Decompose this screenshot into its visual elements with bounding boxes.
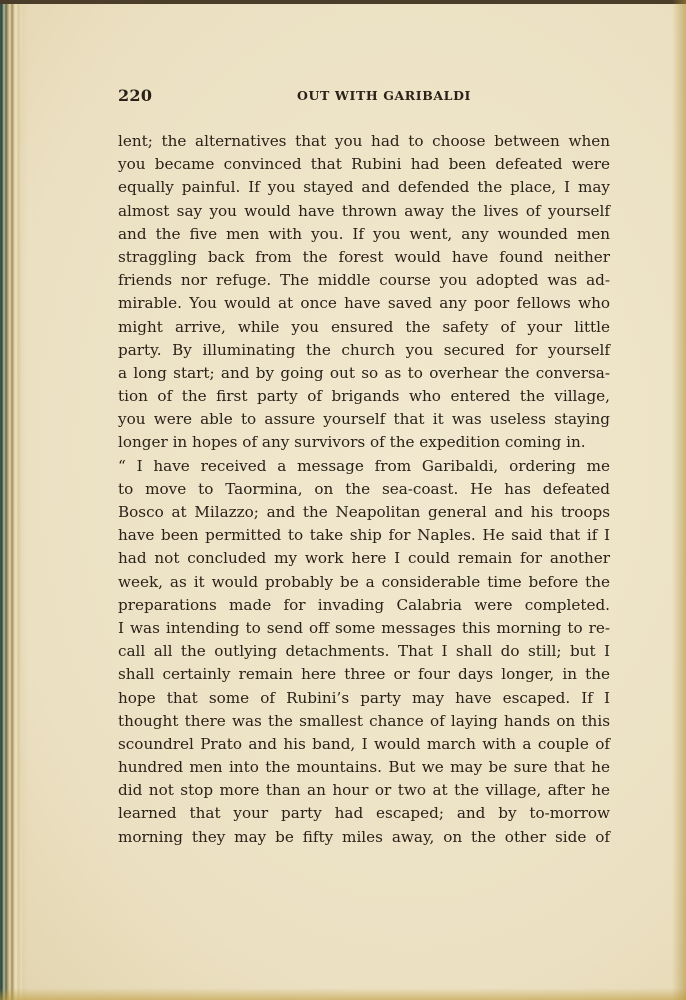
text-line: equally painful. If you stayed and defended the place, I may [118, 178, 610, 197]
page-header [118, 86, 610, 112]
text-line: hundred men into the mountains. But we may be sure that he [118, 758, 610, 777]
running-head: OUT WITH GARIBALDI [297, 88, 471, 103]
page-number: 220 [118, 86, 153, 105]
text-line: lent; the alternatives that you had to choose between when [118, 132, 610, 150]
text-line: hope that some of Rubini’s party may have escaped. If I [118, 688, 610, 707]
text-line: preparations made for invading Calabria were completed. [118, 595, 610, 614]
text-line: you became convinced that Rubini had been defeated were [118, 155, 610, 174]
text-line: you were able to assure yourself that it was useless staying [118, 410, 610, 429]
text-line: to move to Taormina, on the sea-coast. He has defeated [118, 479, 610, 498]
text-line: “ I have received a message from Garibaldi, ordering me [118, 456, 610, 475]
text-line: learned that your party had escaped; and by to-morrow [118, 804, 610, 823]
text-line: call all the outlying detachments. That I shall do still; but I [118, 642, 610, 661]
text-line: scoundrel Prato and his band, I would march with a couple of [118, 734, 610, 753]
text-line: almost say you would have thrown away the lives of yourself [118, 201, 610, 220]
text-line: longer in hopes of any survivors of the expedition coming in. [118, 433, 586, 452]
text-line: tion of the first party of brigands who entered the village, [118, 387, 610, 406]
text-line: Bosco at Milazzo; and the Neapolitan general and his troops [118, 503, 610, 521]
text-line: week, as it would probably be a considerable time before the [118, 572, 610, 591]
text-line: straggling back from the forest would have found neither [118, 247, 610, 266]
text-line: did not stop more than an hour or two at the village, after he [118, 781, 610, 800]
text-line: might arrive, while you ensured the safety of your little [118, 317, 610, 336]
text-line: shall certainly remain here three or four days longer, in the [118, 665, 610, 684]
book-spine-edge [0, 0, 22, 1000]
page-top-edge [0, 0, 686, 4]
body-text [118, 130, 610, 849]
text-line: I was intending to send off some messages this morning to re- [118, 618, 610, 637]
text-line: morning they may be fifty miles away, on the other side of [118, 827, 610, 846]
text-line: had not concluded my work here I could remain for another [118, 549, 610, 568]
text-line: a long start; and by going out so as to overhear the conversa- [118, 363, 610, 382]
text-line: friends nor refuge. The middle course you adopted was ad- [118, 271, 610, 290]
text-line: mirable. You would at once have saved any poor fellows who [118, 294, 610, 313]
page-bottom-edge [0, 988, 686, 1000]
text-line: have been permitted to take ship for Naples. He said that if I [118, 526, 610, 545]
text-line: party. By illuminating the church you secured for yourself [118, 340, 610, 359]
text-line: and the five men with you. If you went, any wounded men [118, 224, 610, 243]
text-line: thought there was the smallest chance of laying hands on this [118, 711, 610, 730]
page-right-edge [672, 0, 686, 1000]
